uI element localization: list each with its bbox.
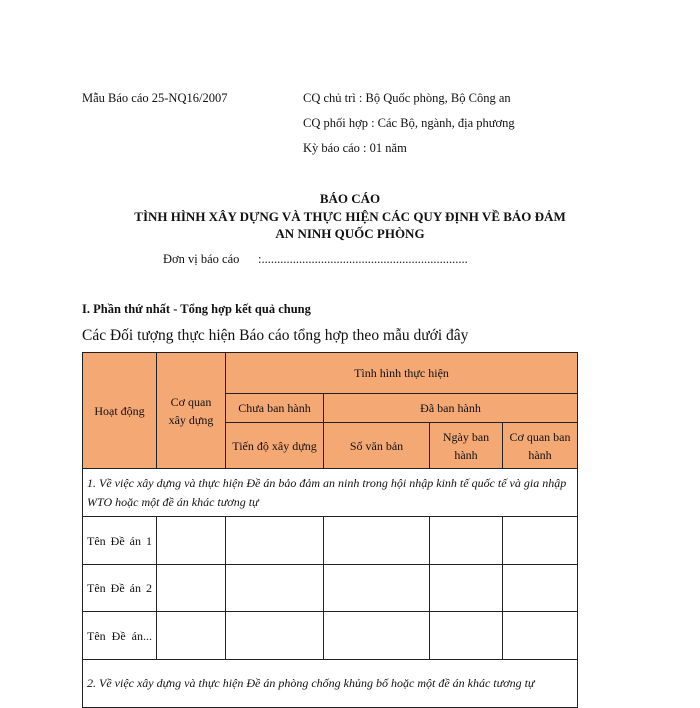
reporting-unit-label: Đơn vị báo cáo: [163, 252, 240, 266]
row-label: Tên Đề án 1: [83, 517, 157, 565]
form-code: Mẫu Báo cáo 25-NQ16/2007: [82, 91, 228, 105]
table-cell[interactable]: [503, 612, 578, 660]
table-cell[interactable]: [503, 565, 578, 612]
header-issue-date: Ngày ban hành: [430, 423, 503, 469]
header-issued: Đã ban hành: [324, 394, 578, 423]
section-intro: Các Đối tượng thực hiện Báo cáo tổng hợp theo mẫu dưới đây: [82, 327, 469, 344]
table-cell[interactable]: [157, 612, 226, 660]
table-cell[interactable]: [430, 565, 503, 612]
table-cell[interactable]: [226, 612, 324, 660]
header-agency: Cơ quan xây dựng: [157, 353, 226, 469]
report-title-line3: AN NINH QUỐC PHÒNG: [275, 226, 425, 241]
table-cell[interactable]: [324, 565, 430, 612]
table-cell[interactable]: [430, 612, 503, 660]
group1-title: 1. Về việc xây dựng và thực hiện Đề án bảo đảm an ninh trong hội nhập kinh tế quốc tế và gia nhập WTO hoặc một đề án khác tương tự: [83, 469, 578, 517]
table-cell[interactable]: [430, 517, 503, 565]
table-cell[interactable]: [324, 517, 430, 565]
lead-agency: CQ chủ trì : Bộ Quốc phòng, Bộ Công an: [303, 91, 511, 105]
group2-title: 2. Về việc xây dựng và thực hiện Đề án phòng chống khủng bố hoặc một đề án khác tương tự: [83, 660, 578, 708]
table-row: [83, 517, 578, 565]
header-not-issued: Chưa ban hành: [226, 394, 324, 423]
table-cell[interactable]: [157, 565, 226, 612]
report-title-line2: TÌNH HÌNH XÂY DỰNG VÀ THỰC HIỆN CÁC QUY ĐỊNH VỀ BẢO ĐẢM: [134, 209, 566, 224]
header-activity: Hoạt động: [83, 353, 157, 469]
header-status: Tình hình thực hiện: [226, 353, 578, 394]
table-cell[interactable]: [226, 517, 324, 565]
report-title: BÁO CÁO: [319, 191, 381, 206]
reporting-unit-value: :..................................................................: [258, 252, 468, 266]
report-period: Kỳ báo cáo : 01 năm: [303, 141, 407, 155]
table-cell[interactable]: [226, 565, 324, 612]
table-row: [83, 612, 578, 660]
report-table: [82, 352, 578, 708]
row-label: Tên Đề án...: [83, 612, 157, 660]
table-cell[interactable]: [324, 612, 430, 660]
table-cell[interactable]: [503, 517, 578, 565]
section-heading: I. Phần thứ nhất - Tổng hợp kết quả chung: [82, 302, 311, 316]
header-progress: Tiến độ xây dựng: [226, 423, 324, 469]
header-doc-number: Số văn bản: [324, 423, 430, 469]
table-cell[interactable]: [157, 517, 226, 565]
coordinating-agency: CQ phối hợp : Các Bộ, ngành, địa phương: [303, 116, 515, 130]
table-row: [83, 565, 578, 612]
header-issuing-agency: Cơ quan ban hành: [503, 423, 578, 469]
row-label: Tên Đề án 2: [83, 565, 157, 612]
